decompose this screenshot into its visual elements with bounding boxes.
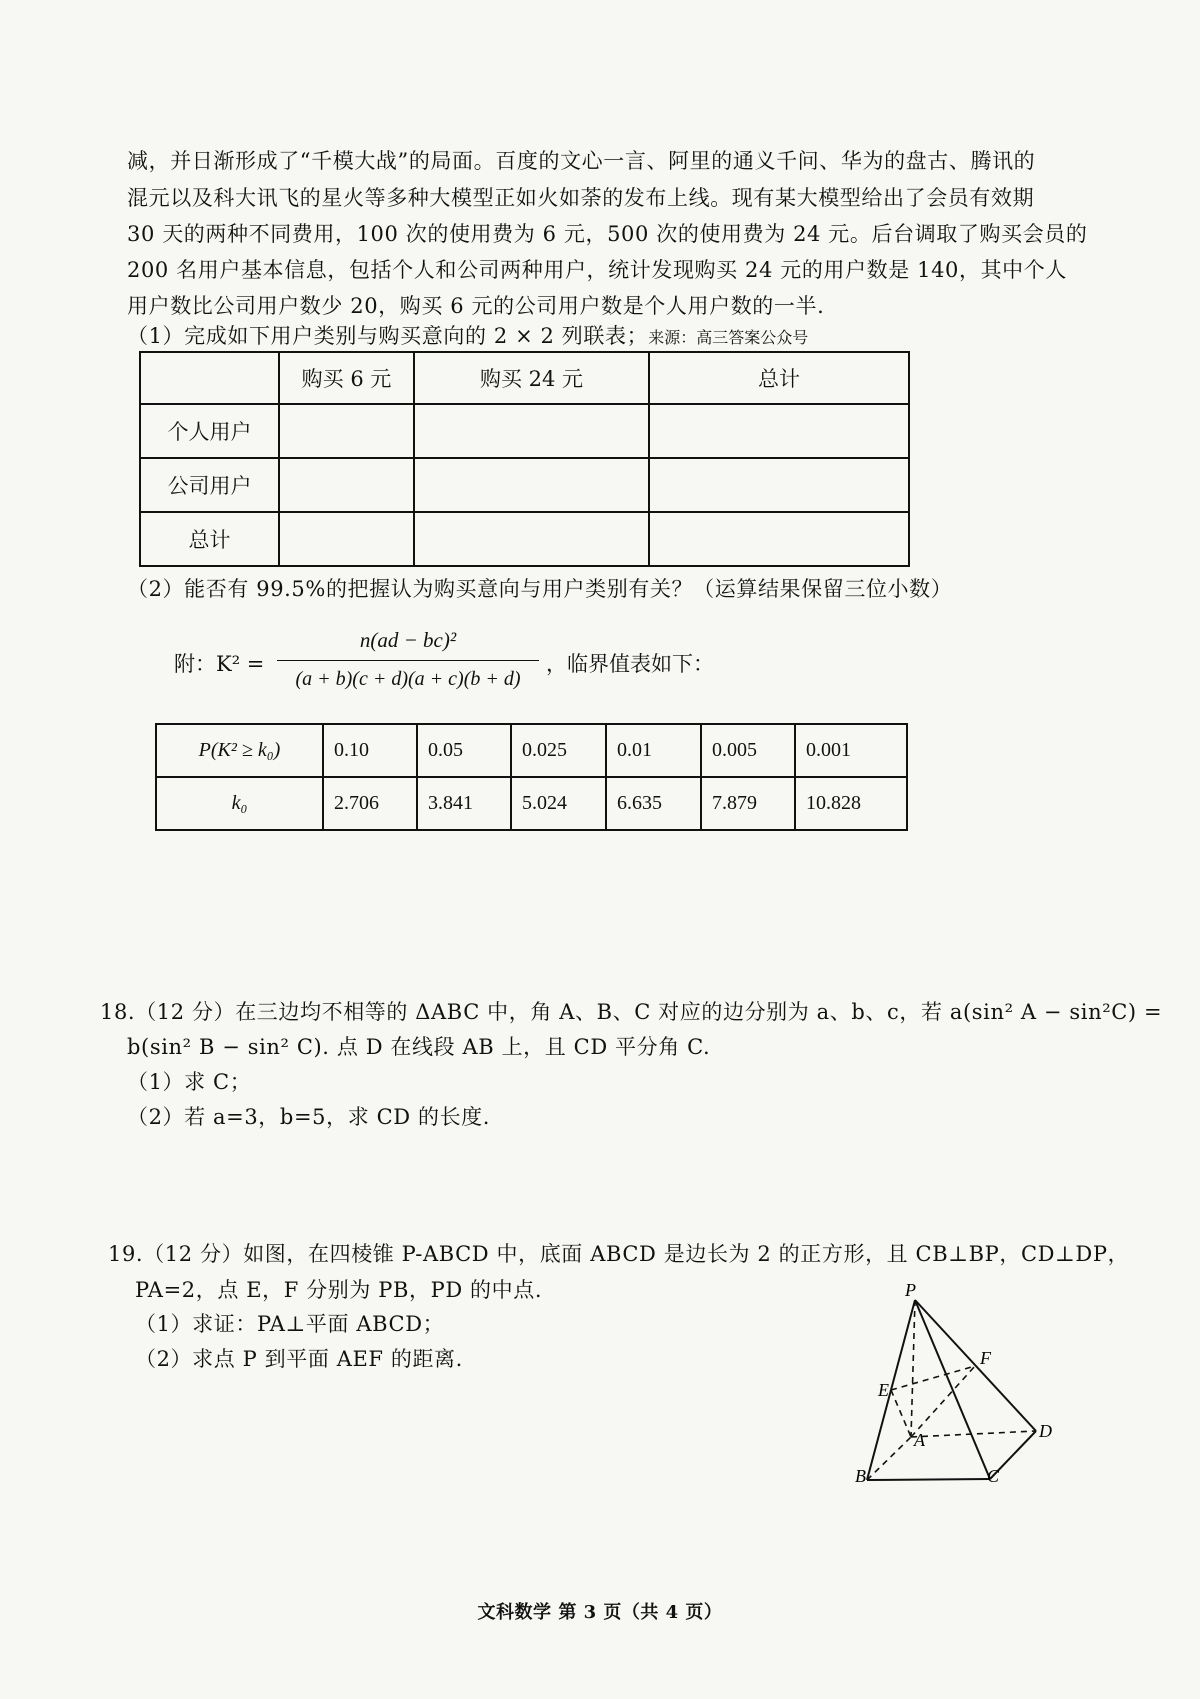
critical-k-value: 10.828 (795, 777, 907, 830)
formula-suffix: ，临界值表如下： (546, 652, 714, 676)
critical-p-value: 0.005 (701, 724, 795, 777)
critical-p-value: 0.05 (417, 724, 511, 777)
critical-k-value: 2.706 (323, 777, 417, 830)
contingency-table (139, 351, 910, 567)
q17-part1-text: （1）完成如下用户类别与购买意向的 2 × 2 列联表； (127, 324, 649, 348)
pyramid-label-c: C (987, 1466, 1000, 1486)
q17-part1 (127, 320, 808, 350)
contingency-header-empty (140, 352, 279, 404)
contingency-row (140, 458, 909, 512)
pyramid-label-b: B (855, 1466, 866, 1486)
q19-line-1: 19.（12 分）如图，在四棱锥 P-ABCD 中，底面 ABCD 是边长为 2 的正方形，且 CB⊥BP，CD⊥DP， (108, 1242, 1130, 1266)
contingency-header-row (140, 352, 909, 404)
contingency-cell (649, 512, 909, 566)
formula-prefix: 附：K² = (174, 652, 265, 676)
contingency-header-buy24: 购买 24 元 (414, 352, 649, 404)
contingency-header-total: 总计 (649, 352, 909, 404)
q18-line-2: b(sin² B − sin² C). 点 D 在线段 AB 上，且 CD 平分角 C. (127, 1035, 711, 1059)
critical-p-value: 0.10 (323, 724, 417, 777)
contingency-row-label: 总计 (140, 512, 279, 566)
q17-part2: （2）能否有 99.5%的把握认为购买意向与用户类别有关？（运算结果保留三位小数） (127, 577, 953, 601)
critical-k-value: 3.841 (417, 777, 511, 830)
pyramid-label-e: E (878, 1380, 889, 1400)
pyramid-label-p: P (905, 1280, 916, 1300)
contingency-row (140, 404, 909, 458)
critical-k-value: 5.024 (511, 777, 606, 830)
critical-value-table (155, 723, 908, 831)
contingency-cell (649, 404, 909, 458)
q18-line-1: 18.（12 分）在三边均不相等的 ΔABC 中，角 A、B、C 对应的边分别为 a、b、c，若 a(sin² A − sin²C) = (100, 1000, 1163, 1024)
intro-line-2: 混元以及科大讯飞的星火等多种大模型正如火如荼的发布上线。现有某大模型给出了会员有效期 (127, 186, 1035, 210)
contingency-row-label: 公司用户 (140, 458, 279, 512)
q19-line-2: PA=2，点 E，F 分别为 PB，PD 的中点. (135, 1278, 543, 1302)
contingency-cell (649, 458, 909, 512)
contingency-header-buy6: 购买 6 元 (279, 352, 414, 404)
critical-k-value: 6.635 (606, 777, 701, 830)
intro-line-5: 用户数比公司用户数少 20，购买 6 元的公司用户数是个人用户数的一半. (127, 294, 825, 318)
contingency-cell (279, 458, 414, 512)
source-note: 来源：高三答案公众号 (648, 328, 809, 347)
formula-fraction (277, 628, 539, 706)
contingency-cell (414, 512, 649, 566)
contingency-cell (279, 512, 414, 566)
critical-row-p (156, 724, 907, 777)
critical-k-label: k₀ (156, 777, 323, 830)
page-footer: 文科数学 第 3 页（共 4 页） (477, 1602, 723, 1623)
intro-line-1: 减，并日渐形成了“千模大战”的局面。百度的文心一言、阿里的通义千问、华为的盘古、腾讯的 (127, 149, 1036, 173)
q18-part1: （1）求 C； (127, 1070, 252, 1094)
formula-numerator: n(ad − bc)² (359, 628, 457, 652)
critical-p-value: 0.001 (795, 724, 907, 777)
q19-part2: （2）求点 P 到平面 AEF 的距离. (135, 1347, 463, 1371)
critical-p-label: P(K² ≥ k₀) (156, 724, 323, 777)
intro-line-4: 200 名用户基本信息，包括个人和公司两种用户，统计发现购买 24 元的用户数是 140，其中个人 (127, 258, 1067, 282)
critical-k-value: 7.879 (701, 777, 795, 830)
critical-row-k (156, 777, 907, 830)
q18-part2: （2）若 a=3，b=5，求 CD 的长度. (127, 1105, 491, 1129)
contingency-cell (414, 404, 649, 458)
q19-part1: （1）求证：PA⊥平面 ABCD； (135, 1312, 445, 1336)
pyramid-label-f: F (980, 1348, 991, 1368)
contingency-row (140, 512, 909, 566)
pyramid-figure (850, 1280, 1070, 1490)
contingency-row-label: 个人用户 (140, 404, 279, 458)
contingency-cell (279, 404, 414, 458)
pyramid-label-a: A (914, 1430, 925, 1450)
critical-p-value: 0.025 (511, 724, 606, 777)
pyramid-label-d: D (1039, 1421, 1052, 1441)
fraction-bar (277, 660, 539, 661)
critical-p-value: 0.01 (606, 724, 701, 777)
formula-denominator: (a + b)(c + d)(a + c)(b + d) (295, 668, 521, 690)
intro-line-3: 30 天的两种不同费用，100 次的使用费为 6 元，500 次的使用费为 24 元。后台调取了购买会员的 (127, 222, 1088, 246)
contingency-cell (414, 458, 649, 512)
pyramid-hidden-edges (867, 1300, 1036, 1480)
